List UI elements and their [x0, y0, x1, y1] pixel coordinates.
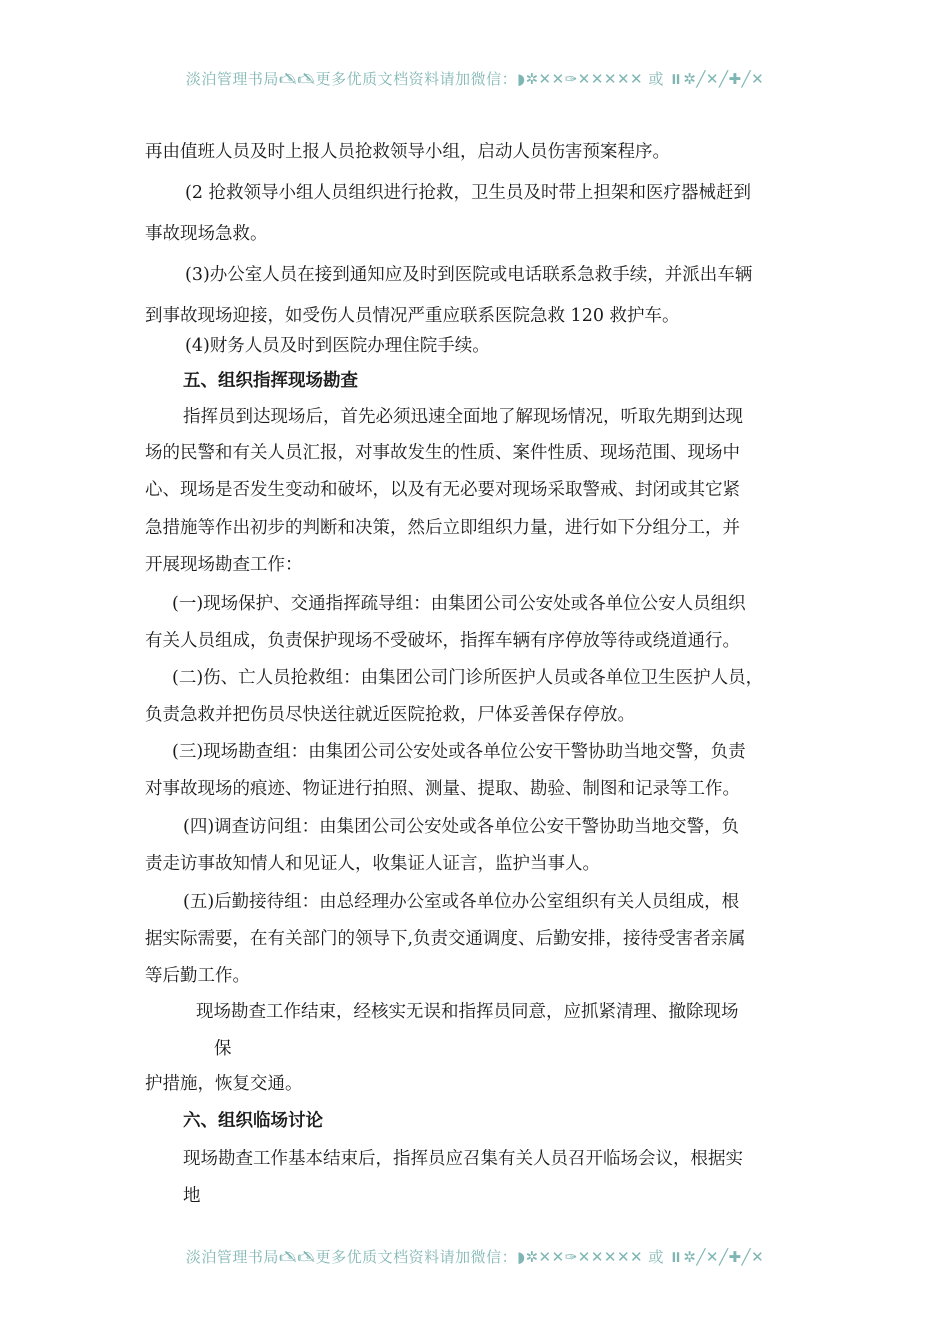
text-line: 对事故现场的痕迹、物证进行拍照、测量、提取、勘验、制图和记录等工作。 [145, 779, 740, 799]
text-line: 据实际需要，在有关部门的领导下,负责交通调度、后勤安排，接待受害者亲属 [145, 929, 746, 949]
text-line: 现场勘查工作结束，经核实无误和指挥员同意，应抓紧清理、撤除现场 [196, 1002, 739, 1022]
text-line: 等后勤工作。 [145, 966, 250, 986]
text-line: (三)现场勘查组：由集团公司公安处或各单位公安干警协助当地交警，负责 [172, 742, 746, 762]
text-line: (4)财务人员及时到医院办理住院手续。 [185, 336, 490, 356]
text-line: 保 [214, 1039, 232, 1059]
text-line: 再由值班人员及时上报人员抢救领导小组，启动人员伤害预案程序。 [145, 142, 670, 162]
text-line: 开展现场勘查工作： [145, 555, 303, 575]
text-line: (二)伤、亡人员抢救组：由集团公司门诊所医护人员或各单位卫生医护人员， [172, 668, 764, 688]
text-line: 场的民警和有关人员汇报，对事故发生的性质、案件性质、现场范围、现场中 [145, 443, 740, 463]
text-line: (四)调查访问组：由集团公司公安处或各单位公安干警协助当地交警，负 [183, 817, 740, 837]
text-line: (2 抢救领导小组人员组织进行抢救，卫生员及时带上担架和医疗器械赶到 [185, 183, 752, 203]
text-line: 有关人员组成，负责保护现场不受破坏，指挥车辆有序停放等待或绕道通行。 [145, 631, 740, 651]
section-heading: 五、组织指挥现场勘查 [183, 371, 358, 391]
header-watermark: 淡泊管理书局🖎🖎更多优质文档资料请加微信：◗✲✕✕✑✕✕✕✕✕ 或 ⏸✲╱✕╱✚╱✕ [185, 70, 765, 88]
footer-watermark: 淡泊管理书局🖎🖎更多优质文档资料请加微信：◗✲✕✕✑✕✕✕✕✕ 或 ⏸✲╱✕╱✚╱✕ [185, 1248, 765, 1266]
text-line: 急措施等作出初步的判断和决策，然后立即组织力量，进行如下分组分工，并 [145, 518, 740, 538]
text-line: 地 [183, 1186, 201, 1206]
text-line: (一)现场保护、交通指挥疏导组：由集团公司公安处或各单位公安人员组织 [172, 594, 746, 614]
text-line: 责走访事故知情人和见证人，收集证人证言，监护当事人。 [145, 854, 600, 874]
text-line: 心、现场是否发生变动和破坏，以及有无必要对现场采取警戒、封闭或其它紧 [145, 480, 740, 500]
text-line: 负责急救并把伤员尽快送往就近医院抢救，尸体妥善保存停放。 [145, 705, 635, 725]
text-line: 到事故现场迎接，如受伤人员情况严重应联系医院急救 120 救护车。 [145, 306, 680, 326]
text-line: 现场勘查工作基本结束后，指挥员应召集有关人员召开临场会议，根据实 [183, 1149, 743, 1169]
section-heading: 六、组织临场讨论 [183, 1111, 323, 1131]
text-line: 护措施，恢复交通。 [145, 1074, 303, 1094]
text-line: 指挥员到达现场后，首先必须迅速全面地了解现场情况，听取先期到达现 [183, 407, 743, 427]
text-line: 事故现场急救。 [145, 224, 268, 244]
text-line: (3)办公室人员在接到通知应及时到医院或电话联系急救手续，并派出车辆 [185, 265, 753, 285]
text-line: (五)后勤接待组：由总经理办公室或各单位办公室组织有关人员组成，根 [183, 892, 740, 912]
